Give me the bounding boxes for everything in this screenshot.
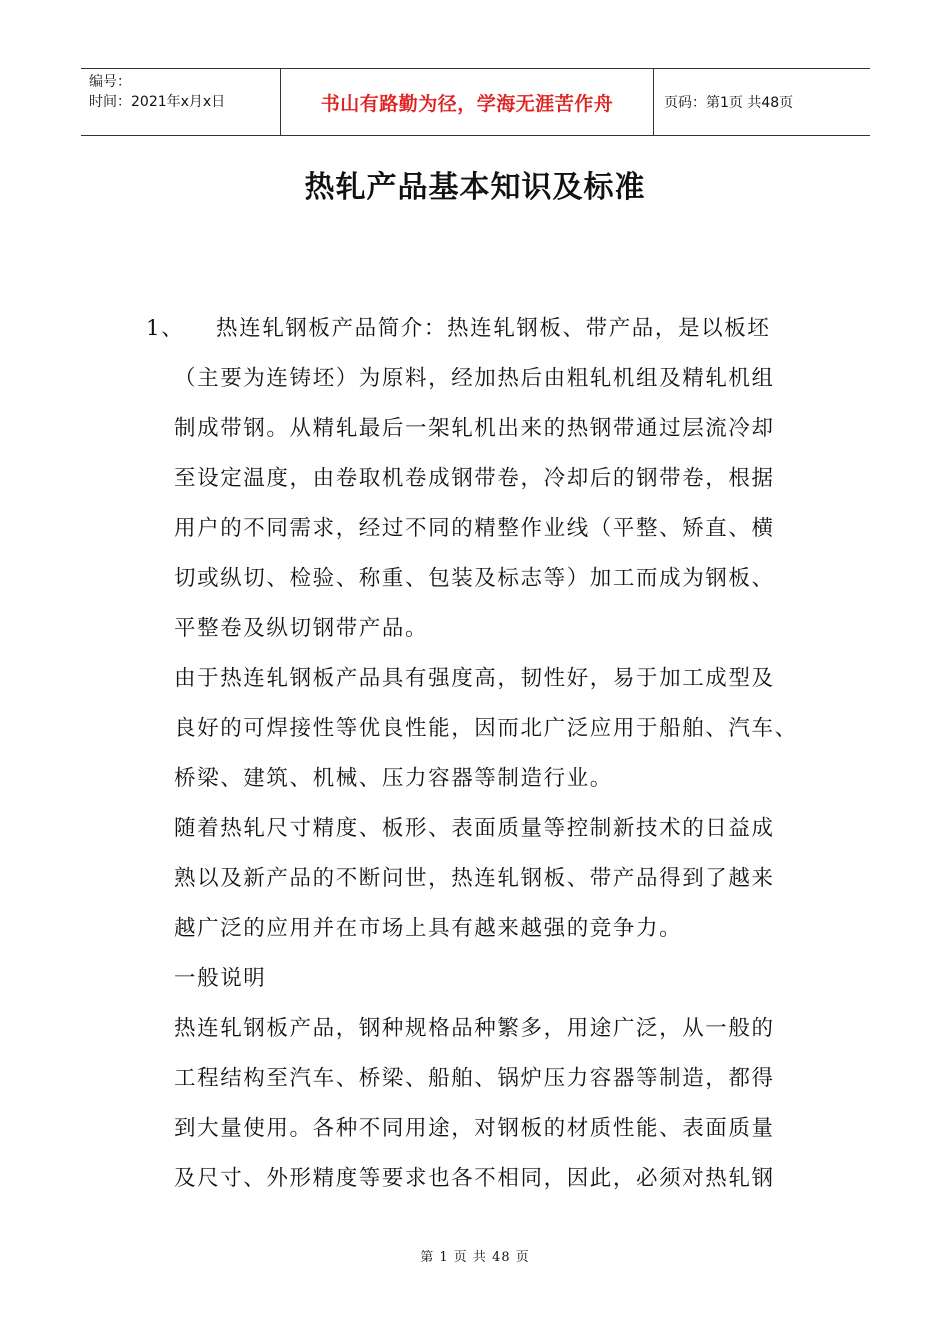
- document-title: 热轧产品基本知识及标准: [304, 170, 646, 205]
- paragraph-line: 用户的不同需求，经过不同的精整作业线（平整、矫直、横: [174, 516, 775, 541]
- header-meta: [81, 69, 281, 135]
- page-header: [81, 68, 870, 136]
- paragraph-line: 及尺寸、外形精度等要求也各不相同，因此，必须对热轧钢: [174, 1166, 775, 1191]
- paragraph-line: 随着热轧尺寸精度、板形、表面质量等控制新技术的日益成: [174, 816, 775, 841]
- page-footer: 第 1 页 共 48 页: [420, 1250, 530, 1265]
- paragraph-line: 至设定温度，由卷取机卷成钢带卷，冷却后的钢带卷，根据: [174, 466, 775, 491]
- header-page-info: 页码：第1页 共48页: [664, 95, 794, 111]
- header-motto: 书山有路勤为径，学海无涯苦作舟: [281, 69, 654, 135]
- paragraph-line: 热连轧钢板产品，钢种规格品种繁多，用途广泛，从一般的: [174, 1016, 775, 1041]
- paragraph-line: 良好的可焊接性等优良性能，因而北广泛应用于船舶、汽车、: [174, 716, 798, 741]
- document-date: 时间：2021年x月x日: [89, 94, 226, 110]
- paragraph-line: 熟以及新产品的不断问世，热连轧钢板、带产品得到了越来: [174, 866, 775, 891]
- paragraph-line: 工程结构至汽车、桥梁、船舶、锅炉压力容器等制造，都得: [174, 1066, 775, 1091]
- paragraph-line: 热连轧钢板产品简介：热连轧钢板、带产品，是以板坯: [216, 316, 771, 341]
- paragraph-line: 制成带钢。从精轧最后一架轧机出来的热钢带通过层流冷却: [174, 416, 775, 441]
- paragraph-line: 由于热连轧钢板产品具有强度高，韧性好，易于加工成型及: [174, 666, 775, 691]
- paragraph-line: 平整卷及纵切钢带产品。: [174, 616, 429, 641]
- paragraph-line: 越广泛的应用并在市场上具有越来越强的竞争力。: [174, 916, 683, 941]
- paragraph-line: 到大量使用。各种不同用途，对钢板的材质性能、表面质量: [174, 1116, 775, 1141]
- paragraph-line: 桥梁、建筑、机械、压力容器等制造行业。: [174, 766, 613, 791]
- section-number: 1、: [146, 316, 185, 341]
- paragraph-line: （主要为连铸坯）为原料，经加热后由粗轧机组及精轧机组: [174, 366, 775, 391]
- paragraph-line: 切或纵切、检验、称重、包装及标志等）加工而成为钢板、: [174, 566, 775, 591]
- subheading: 一般说明: [174, 966, 267, 991]
- document-number-label: 编号：: [89, 74, 131, 90]
